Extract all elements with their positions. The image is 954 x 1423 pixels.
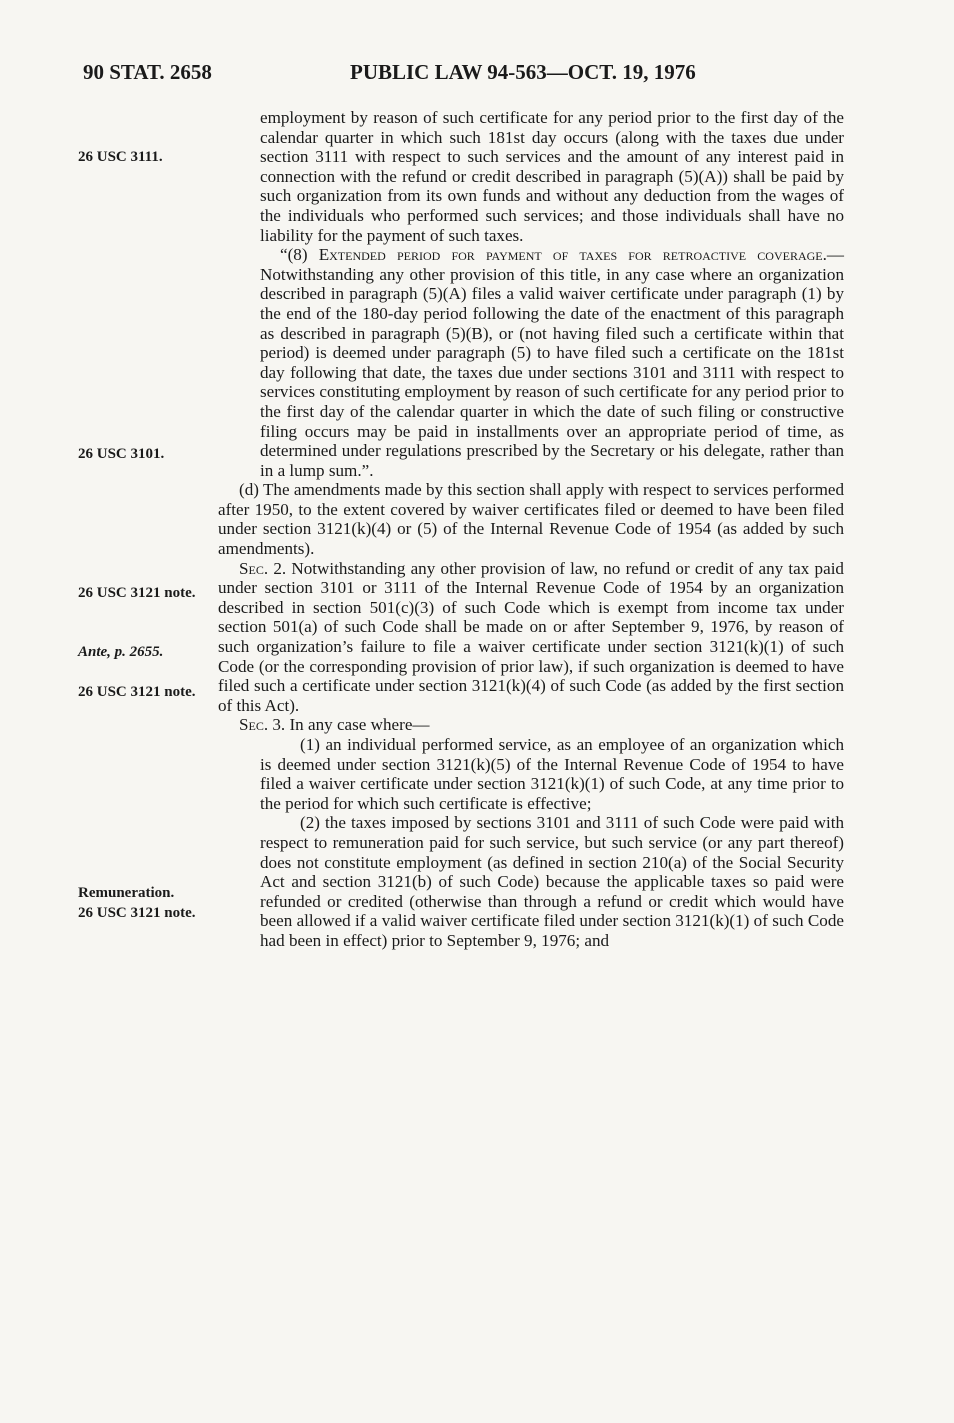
margin-note: Ante, p. 2655. xyxy=(78,644,164,660)
section-text: Notwithstanding any other provision of law, no refund or credit of any tax paid under section 3101 or 3111 of the Internal Revenue Code of 1954 by an organization described in section 501(c)(3) of such Code which is exempt from income tax under section 501(a) of such Code shall be made on or after September 9, 1976, by reason of such organization’s failure to file a waiver certificate under section 3121(k)(1) of such Code (or the corresponding provision of prior law), if such organization is deemed to have filed such a certificate under section 3121(k)(4) of such Code (as added by the first section of this Act). xyxy=(218,558,844,715)
margin-note: 26 USC 3111. xyxy=(78,149,163,165)
section-text: In any case where— xyxy=(285,715,430,735)
statute-body xyxy=(218,108,844,951)
margin-note: 26 USC 3121 note. xyxy=(78,905,196,921)
margin-note: 26 USC 3121 note. xyxy=(78,684,196,700)
section-3 xyxy=(218,715,844,735)
subsection-d: (d) The amendments made by this section shall apply with respect to services performed after 1950, to the extent covered by waiver certificates filed or deemed to have been filed under section 3121(k)(4) or (5) of the Internal Revenue Code of 1954 (as added by such amendments). xyxy=(218,480,844,559)
section-2 xyxy=(218,559,844,716)
margin-note: 26 USC 3121 note. xyxy=(78,585,196,601)
paragraph-heading: Extended period for payment of taxes for retroactive coverage. xyxy=(318,245,827,265)
statute-page-number: 90 STAT. 2658 xyxy=(83,60,212,84)
section-label: Sec. 2. xyxy=(239,558,287,578)
paragraph-continuation: employment by reason of such certificate for any period prior to the first day of the calendar quarter in which such 181st day occurs (along with the taxes due under section 3111 with respect to such services and the amount of any interest paid in connection with the refund or credit described in paragraph (5)(A)) shall be paid by such organization from its own funds and without any deduction from the wages of the individuals who performed such services; and those individuals shall have no liability for the payment of such taxes. xyxy=(260,108,844,245)
margin-note: 26 USC 3101. xyxy=(78,446,165,462)
paragraph-text: —Notwithstanding any other provision of this title, in any case where an organization described in paragraph (5)(A) files a valid waiver certificate under paragraph (1) by the end of the 180-day period following the date of the enactment of this paragraph as described in paragraph (5)(B), or (not having filed such a certificate within that period) is deemed under paragraph (5) to have filed such a certificate on the 181st day following that date, the taxes due under sections 3101 and 3111 with respect to services constituting employment by reason of such certificate for any period prior to the first day of the calendar quarter in which the date of such filing or constructive filing occurs may be paid in installments over an appropriate period of time, as determined under regulations prescribed by the Secretary or his delegate, rather than in a lump sum.”. xyxy=(260,245,844,480)
clause-2: (2) the taxes imposed by sections 3101 and 3111 of such Code were paid with respect to remuneration paid for such service, but such service (or any part thereof) does not constitute employment (as defined in section 210(a) of the Social Security Act and section 3121(b) of such Code) because the applicable taxes so paid were refunded or credited (otherwise than through a refund or credit which would have been allowed if a valid waiver certificate filed under section 3121(k)(1) of such Code had been in effect) prior to September 9, 1976; and xyxy=(260,813,844,950)
paragraph-number: “(8) xyxy=(280,245,319,265)
page-header xyxy=(83,60,873,86)
margin-note: Remuneration. xyxy=(78,885,175,901)
law-title: PUBLIC LAW 94-563—OCT. 19, 1976 xyxy=(350,60,696,84)
paragraph-8 xyxy=(218,245,844,480)
clause-1: (1) an individual performed service, as an employee of an organization which is deemed under section 3121(k)(5) of the Internal Revenue Code of 1954 to have filed a waiver certificate under section 3121(k)(1) of such Code, at any time prior to the period for which such certificate is effective; xyxy=(260,735,844,813)
section-label: Sec. 3. xyxy=(239,715,286,735)
